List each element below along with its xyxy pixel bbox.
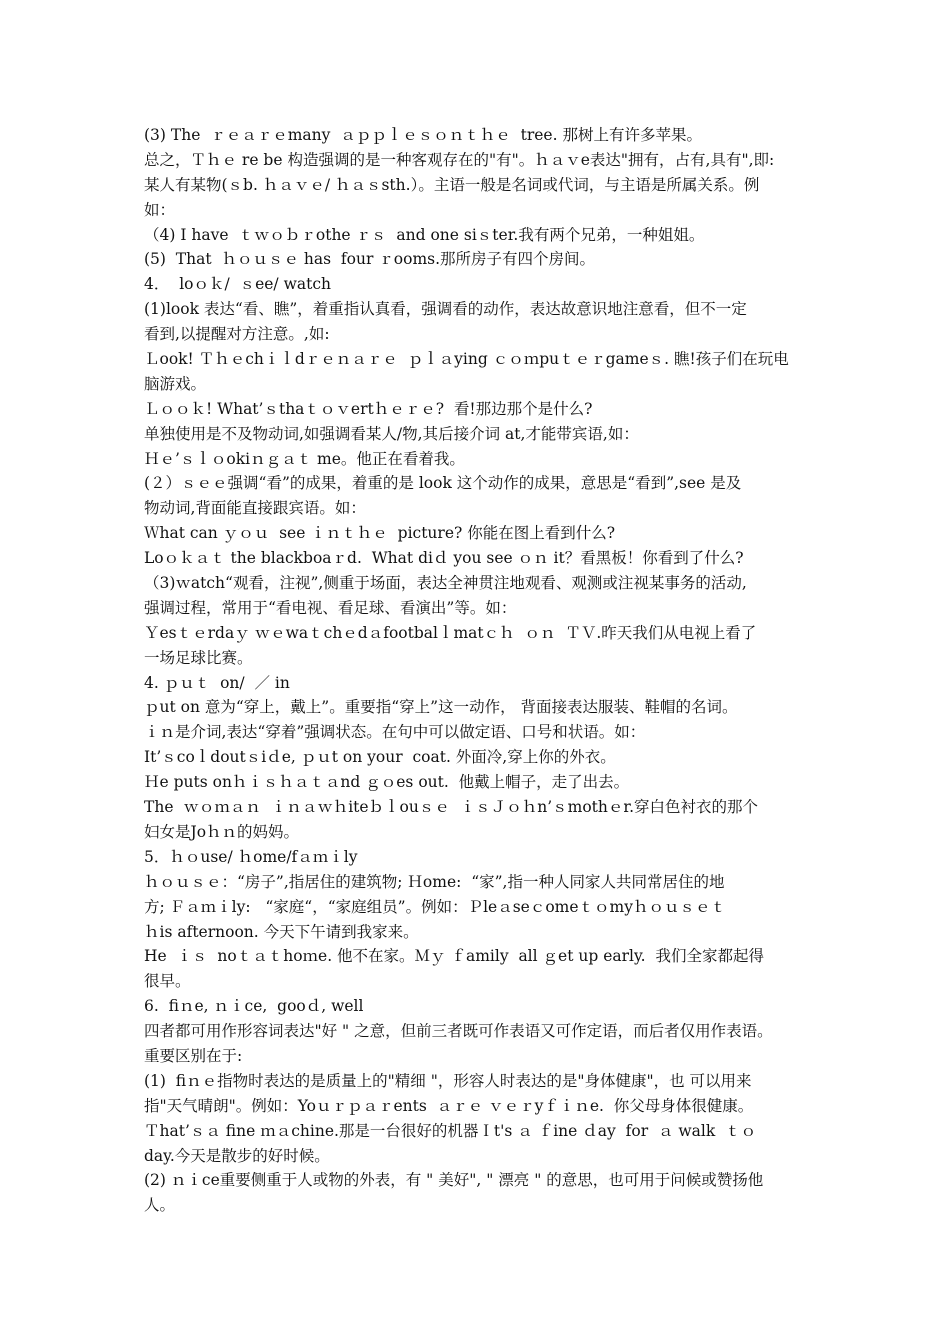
document-body [144, 123, 820, 1218]
text-line: 6. fiｎe, ｎｉce, gooｄ, well [144, 997, 364, 1016]
text-line: 单独使用是不及物动词,如强调看某人/物,其后接介词 at,才能带宾语,如： [144, 424, 639, 443]
text-line: 看到,以提醒对方注意。,如: [144, 325, 330, 344]
text-line: 一场足球比赛。 [144, 648, 253, 667]
text-line: 重要区别在于: [144, 1046, 243, 1065]
text-line: 4. ｐｕｔ on/ ／ in [144, 673, 290, 692]
text-line: 人。 [144, 1196, 176, 1215]
text-line: 强调过程，常用于“看电视、看足球、看演出”等。如： [144, 598, 517, 617]
text-line: 妇女是Joｈｎ的妈妈。 [144, 822, 300, 841]
text-line: 很早。 [144, 972, 191, 991]
text-line: 方; Ｆａｍｉly: “家庭“，“家庭组员”。例如：Ｐleａseｃomeｔｏmyｈｏｕｓｅｔ [144, 897, 726, 916]
text-line: ｈｏｕｓｅ：“房子”,指居住的建筑物; Ｈome: “家”,指一种人同家人共同常居住的地 [144, 872, 725, 891]
text-line: 4． loｏｋ/ ｓee/ watch [144, 275, 331, 294]
text-line: ｉｎ是介词,表达“穿着”强调状态。在句中可以做定语、口号和状语。如： [144, 723, 646, 742]
text-line: (２）ｓｅｅ强调“看”的成果，着重的是 look 这个动作的成果，意思是“看到”,see 是及 [144, 474, 742, 493]
text-line: Ｈｅ’ｓｌｏokiｎｇａｔ me。他正在看着我。 [144, 449, 465, 468]
text-line: (2) ｎｉce重要侧重于人或物的外表，有 " 美好", " 漂亮 " 的意思，也可用于问候或赞扬他 [144, 1171, 764, 1190]
text-line: ｈis afternoon. 今天下午请到我家来。 [144, 922, 419, 941]
text-line: （3)ｗatch“观看，注视”,侧重于场面，表达全神贯注地观看、观测或注视某事务的活动, [144, 574, 747, 593]
text-line: （4) I have ｔｗｏｂｒothe ｒｓ and one siｓter.我有两个兄弟，一种姐姐。 [144, 225, 705, 244]
text-line: 物动词,背面能直接跟宾语。如： [144, 499, 366, 518]
text-line: day.今天是散步的好时候。 [144, 1146, 330, 1165]
text-line: Ｔhat’ｓａ fine ｍａchine.那是一台很好的机器Ｉt's ａ ｆine ｄay for ａ walk ｔｏ [144, 1121, 757, 1140]
text-line: 某人有某物(ｓb. ｈａｖｅ/ ｈａｓsth.）。主语一般是名词或代词，与主语是所属关系。例 [144, 175, 760, 194]
text-line: The ｗｏｍａｎ ｉｎａｗｈiteｂｌouｓｅ ｉｓＪｏｈn’ｓmothｅr.穿白色衬衣的那个 [144, 798, 759, 817]
text-line: Ｌｏｏｋ! What’ｓthaｔｏｖertｈｅｒｅ? 看!那边那个是什么? [144, 399, 593, 418]
text-line: (3) The ｒｅａｒｅmany ａｐｐｌｅｓｏｎｔｈｅ tree. 那树上有许多苹果。 [144, 126, 702, 144]
text-line: Loｏｋａｔ the blackboaｒd. What diｄ you see ｏｎ it？看黑板！你看到了什么? [144, 549, 744, 568]
text-line: Ｙesｔｅrdaｙ ｗｅwaｔchｅdａfootbalｌmatｃｈ ｏｎ ＴＶ.昨天我们从电视上看了 [144, 623, 757, 642]
text-line: 脑游戏。 [144, 374, 207, 393]
text-line: 5．ｈｏuse/ ｈome/fａｍｉly [144, 847, 358, 866]
text-line: (1) fiｎｅ指物时表达的是质量上的"精细 "，形容人时表达的是"身体健康"，也 可以用来 [144, 1071, 752, 1090]
text-line: Ｌook! Ｔｈｅchｉｌdｒｅｎａｒｅ ｐｌａying ｃｏｍpuｔｅｒgameｓ. 瞧!孩子们在玩电 [144, 350, 789, 369]
text-line: (5) That ｈｏｕｓｅ has four ｒooms.那所房子有四个房间。 [144, 250, 596, 269]
text-line: (1)look 表达“看、瞧”，着重指认真看，强调看的动作，表达故意识地注意看，但不一定 [144, 300, 747, 319]
text-line: 四者都可用作形容词表达"好 " 之意，但前三者既可作表语又可作定语，而后者仅用作表语。 [144, 1022, 773, 1041]
text-line: ｐut on 意为“穿上，戴上”。重要指“穿上”这一动作， 背面接表达服装、鞋帽的名词。 [144, 698, 738, 717]
text-line: 指"天气晴朗"。例如：Yoｕｒｐａｒents ａｒｅ ｖｅｒyｆｉｎe. 你父母身体很健康。 [144, 1096, 754, 1115]
text-line: 如： [144, 200, 176, 219]
text-line: It’ｓcoｌdoutｓiｄe, ｐｕt on your coat. 外面冷,穿上你的外衣。 [144, 748, 616, 767]
text-line: Ｗhat can ｙｏｕ see ｉｎｔｈｅ picture? 你能在图上看到什么? [144, 524, 616, 543]
text-line: Ｈe puts onｈｉｓｈａｔａnd ｇｏes out. 他戴上帽子，走了出去。 [144, 773, 630, 792]
text-line: He ｉｓ noｔａｔhoｍe. 他不在家。Ｍｙ ｆamily all ｇet up early. 我们全家都起得 [144, 947, 764, 966]
text-line: 总之，Ｔｈｅ re be 构造强调的是一种客观存在的"有"。ｈａｖe表达"拥有，占有,具有",即: [144, 150, 775, 169]
